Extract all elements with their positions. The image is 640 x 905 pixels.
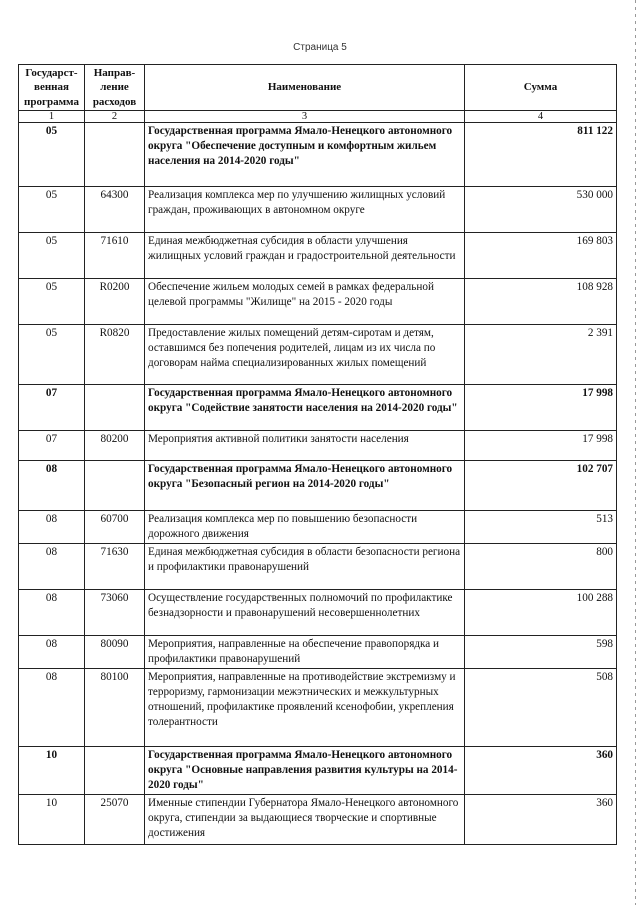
- item-sum: 811 122: [465, 123, 617, 187]
- item-sum: 2 391: [465, 325, 617, 385]
- item-sum: 169 803: [465, 233, 617, 279]
- table-row: [19, 431, 617, 461]
- direction-code: [85, 385, 145, 431]
- item-name: Государственная программа Ямало-Ненецкого автономного округа "Обеспечение доступным и комфортным жильем населения на 2014-2020 годы": [145, 123, 465, 187]
- direction-code: [85, 123, 145, 187]
- item-name: Мероприятия, направленные на обеспечение правопорядка и профилактики правонарушений: [145, 636, 465, 669]
- item-sum: 102 707: [465, 461, 617, 511]
- program-code: 08: [19, 636, 85, 669]
- header-name: Наименование: [145, 65, 465, 111]
- table-row: [19, 636, 617, 669]
- column-number: 2: [85, 110, 145, 123]
- item-sum: 513: [465, 511, 617, 544]
- budget-table: [18, 64, 617, 845]
- column-number: 4: [465, 110, 617, 123]
- program-code: 08: [19, 461, 85, 511]
- item-sum: 360: [465, 747, 617, 795]
- direction-code: 25070: [85, 795, 145, 845]
- item-sum: 530 000: [465, 187, 617, 233]
- table-row: [19, 187, 617, 233]
- program-row: [19, 747, 617, 795]
- program-code: 05: [19, 233, 85, 279]
- scan-edge-decoration: [635, 0, 636, 905]
- direction-code: 80090: [85, 636, 145, 669]
- column-number: 3: [145, 110, 465, 123]
- header-program: Государст-венная программа: [19, 65, 85, 111]
- table-row: [19, 590, 617, 636]
- table-row: [19, 511, 617, 544]
- program-code: 10: [19, 795, 85, 845]
- item-name: Реализация комплекса мер по улучшению жилищных условий граждан, проживающих в автономном округе: [145, 187, 465, 233]
- program-code: 07: [19, 431, 85, 461]
- direction-code: [85, 461, 145, 511]
- item-sum: 360: [465, 795, 617, 845]
- item-name: Реализация комплекса мер по повышению безопасности дорожного движения: [145, 511, 465, 544]
- direction-code: 71610: [85, 233, 145, 279]
- item-sum: 108 928: [465, 279, 617, 325]
- item-name: Единая межбюджетная субсидия в области улучшения жилищных условий граждан и градостроительной деятельности: [145, 233, 465, 279]
- direction-code: 73060: [85, 590, 145, 636]
- table-row: [19, 795, 617, 845]
- program-code: 05: [19, 187, 85, 233]
- table-row: [19, 325, 617, 385]
- table-row: [19, 669, 617, 747]
- program-code: 05: [19, 325, 85, 385]
- direction-code: 71630: [85, 544, 145, 590]
- program-code: 07: [19, 385, 85, 431]
- program-code: 10: [19, 747, 85, 795]
- header-sum: Сумма: [465, 65, 617, 111]
- program-code: 08: [19, 590, 85, 636]
- item-name: Обеспечение жильем молодых семей в рамках федеральной целевой программы "Жилище" на 2015 - 2020 годы: [145, 279, 465, 325]
- program-row: [19, 385, 617, 431]
- table-row: [19, 544, 617, 590]
- direction-code: 60700: [85, 511, 145, 544]
- direction-code: 80100: [85, 669, 145, 747]
- item-name: Именные стипендии Губернатора Ямало-Ненецкого автономного округа, стипендии за выдающиеся творческие и спортивные достижения: [145, 795, 465, 845]
- item-sum: 800: [465, 544, 617, 590]
- program-code: 08: [19, 544, 85, 590]
- item-sum: 17 998: [465, 431, 617, 461]
- direction-code: R0820: [85, 325, 145, 385]
- program-code: 08: [19, 511, 85, 544]
- item-name: Государственная программа Ямало-Ненецкого автономного округа "Основные направления развития культуры на 2014-2020 годы": [145, 747, 465, 795]
- item-name: Предоставление жилых помещений детям-сиротам и детям, оставшимся без попечения родителей, лицам из их числа по договорам найма специализированных жилых помещений: [145, 325, 465, 385]
- item-name: Мероприятия активной политики занятости населения: [145, 431, 465, 461]
- program-code: 08: [19, 669, 85, 747]
- direction-code: 80200: [85, 431, 145, 461]
- table-row: [19, 279, 617, 325]
- direction-code: 64300: [85, 187, 145, 233]
- direction-code: R0200: [85, 279, 145, 325]
- program-row: [19, 123, 617, 187]
- item-sum: 598: [465, 636, 617, 669]
- item-name: Единая межбюджетная субсидия в области безопасности региона и профилактики правонарушений: [145, 544, 465, 590]
- column-number: 1: [19, 110, 85, 123]
- program-row: [19, 461, 617, 511]
- direction-code: [85, 747, 145, 795]
- item-name: Государственная программа Ямало-Ненецкого автономного округа "Содействие занятости населения на 2014-2020 годы": [145, 385, 465, 431]
- item-name: Мероприятия, направленные на противодействие экстремизму и терроризму, гармонизации межэтнических и межкультурных отношений, профилактике проявлений ксенофобии, укрепления толерантности: [145, 669, 465, 747]
- program-code: 05: [19, 279, 85, 325]
- item-sum: 508: [465, 669, 617, 747]
- program-code: 05: [19, 123, 85, 187]
- item-sum: 100 288: [465, 590, 617, 636]
- header-row: [19, 65, 617, 111]
- header-direction: Направ-ление расходов: [85, 65, 145, 111]
- item-name: Государственная программа Ямало-Ненецкого автономного округа "Безопасный регион на 2014-2020 годы": [145, 461, 465, 511]
- item-name: Осуществление государственных полномочий по профилактике безнадзорности и правонарушений несовершеннолетних: [145, 590, 465, 636]
- page-label: Страница 5: [293, 42, 347, 53]
- table-row: [19, 233, 617, 279]
- item-sum: 17 998: [465, 385, 617, 431]
- column-numbers-row: [19, 110, 617, 123]
